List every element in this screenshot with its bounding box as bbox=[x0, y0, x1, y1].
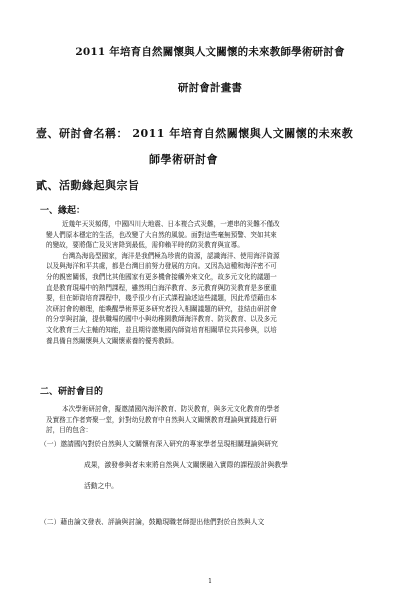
paragraph-line: 以及與海洋和平共處，都是台灣目前努力發展的方向。又因為這種和海洋密不可 bbox=[46, 262, 277, 271]
paragraph-line: 次研討會的辦理，能喚醒學術界更多研究者投入相關議題的研究，並結由研討會 bbox=[46, 304, 277, 313]
paragraph-line: 台灣為海島型國家，海洋是我們極為珍貴的資源，認識海洋、使用海洋資源 bbox=[62, 251, 280, 260]
paragraph-line: 及實務工作者齊聚一堂，針對幼兒教育中自然與人文關懷教育理論與實踐進行研 bbox=[46, 415, 277, 424]
section-1-heading-line-2: 師學術研討會 bbox=[149, 153, 218, 166]
origin-paragraph bbox=[46, 219, 366, 346]
purpose-heading: 二、研討會目的 bbox=[40, 387, 104, 397]
item-line: 成果，激發參與者未來將自然與人文關懷融入實際的課程設計與教學 bbox=[84, 461, 288, 469]
page-number: 1 bbox=[208, 578, 212, 585]
paragraph-line: 文化教育三大主軸的知能，並且期待邀集國內師資培育相關單位共同參與，以培 bbox=[46, 325, 277, 334]
document-title: 2011 年培育自然關懷與人文關懷的未來教師學術研討會 bbox=[75, 46, 345, 58]
paragraph-line: 的分享與討論，提供職場的國中小與幼稚園教師海洋教育、防災教育、以及多元 bbox=[46, 315, 277, 324]
item-line: （一）邀請國內對於自然與人文關懷有深入研究的專家學者呈現相關理論與研究 bbox=[40, 440, 278, 448]
paragraph-line: 變人們原本穩定的生活，也改變了大自然的風貌。面對這些毫無預警、突如其來 bbox=[46, 230, 277, 239]
purpose-paragraph bbox=[46, 404, 366, 436]
paragraph-line: 直是教育現場中的熱門課程，雖然明白海洋教育、多元教育與防災教育是多麼重 bbox=[46, 283, 277, 292]
paragraph-line: 的變故，要將傷亡及災害降到最低，需仰賴平時的防災教育與宣導。 bbox=[46, 241, 244, 250]
item-line: （二）藉由論文發表、評論與討論，鼓勵現職老師提出他們對於自然與人文 bbox=[40, 518, 265, 526]
paragraph-line: 養具備自然關懷與人文關懷素養的優秀教師。 bbox=[46, 336, 178, 345]
origin-heading: 一、緣起： bbox=[40, 206, 86, 216]
paragraph-line: 近幾年天災頻傳，中國四川大地震、日本複合式災難，一連串的災難不僅改 bbox=[62, 220, 280, 228]
paragraph-line: 分的親密關係，我們比其他國家有更多機會接觸外來文化，故多元文化的議題一 bbox=[46, 272, 277, 281]
purpose-item-2 bbox=[40, 512, 370, 533]
paragraph-line: 討，目的包含： bbox=[46, 426, 93, 435]
paragraph-line: 要，但在師資培育課程中，幾乎很少有正式課程論述這些議題，因此希望藉由本 bbox=[46, 294, 277, 303]
section-1-heading-line-1: 壹、研討會名稱： 2011 年培育自然關懷與人文關懷的未來教 bbox=[36, 127, 354, 140]
purpose-item-1 bbox=[40, 434, 370, 497]
paragraph-line: 本次學術研討會，擬邀請國內海洋教育、防災教育，與多元文化教育的學者 bbox=[62, 405, 280, 413]
item-line: 活動之中。 bbox=[84, 482, 118, 490]
document-subtitle: 研討會計畫書 bbox=[177, 82, 243, 94]
section-2-heading: 貳、活動緣起與宗旨 bbox=[36, 179, 140, 192]
